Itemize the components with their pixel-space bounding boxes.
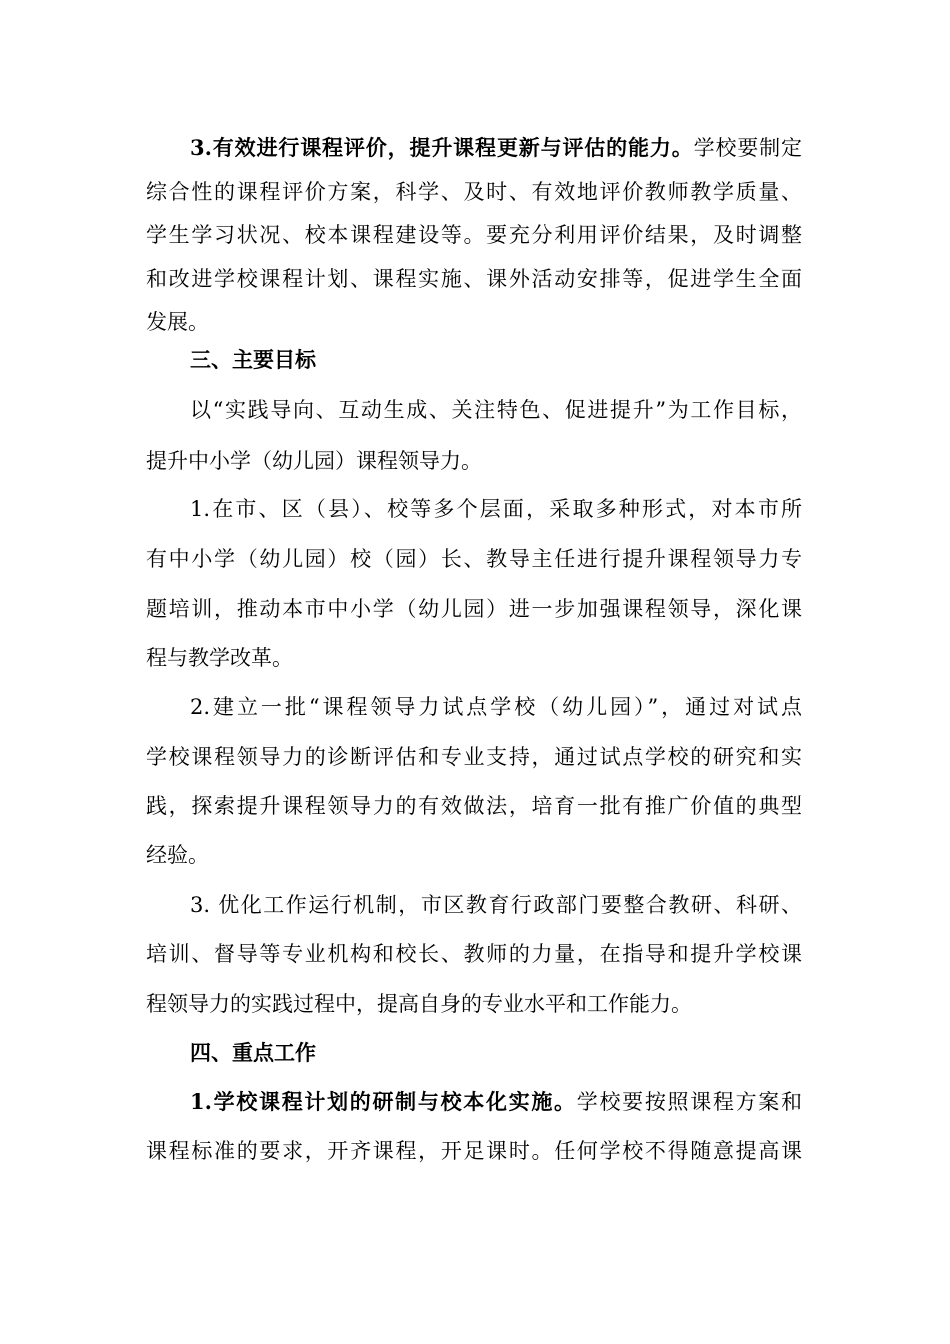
body-line: 经验。 xyxy=(146,843,209,867)
body-line: 践，探索提升课程领导力的有效做法，培育一批有推广价值的典型 xyxy=(146,794,802,818)
body-line: 程与教学改革。 xyxy=(146,646,293,670)
body-line: 发展。 xyxy=(146,310,209,334)
body-line: 程领导力的实践过程中，提高自身的专业水平和工作能力。 xyxy=(146,992,692,1016)
subsection-title: 1.学校课程计划的研制与校本化实施。 xyxy=(190,1089,577,1114)
body-line: 2.建立一批“课程领导力试点学校（幼儿园）”，通过对试点 xyxy=(190,695,802,719)
body-line: 有中小学（幼儿园）校（园）长、教导主任进行提升课程领导力专 xyxy=(146,547,802,571)
body-line: 1.在市、区（县）、校等多个层面，采取多种形式，对本市所 xyxy=(190,497,802,521)
body-line: 提升中小学（幼儿园）课程领导力。 xyxy=(146,449,482,473)
body-line: 和改进学校课程计划、课程实施、课外活动安排等，促进学生全面 xyxy=(146,267,802,291)
body-line: 题培训，推动本市中小学（幼儿园）进一步加强课程领导，深化课 xyxy=(146,597,802,621)
body-line: 学生学习状况、校本课程建设等。要充分利用评价结果，及时调整 xyxy=(146,223,802,247)
body-line: 培训、督导等专业机构和校长、教师的力量，在指导和提升学校课 xyxy=(146,942,802,966)
body-line: 3.有效进行课程评价，提升课程更新与评估的能力。学校要制定 xyxy=(190,135,803,160)
body-line: 综合性的课程评价方案，科学、及时、有效地评价教师教学质量、 xyxy=(146,180,802,204)
body-line: 以“实践导向、互动生成、关注特色、促进提升”为工作目标， xyxy=(190,398,802,422)
subsection-title: 3.有效进行课程评价，提升课程更新与评估的能力。 xyxy=(190,135,694,160)
body-line: 学校课程领导力的诊断评估和专业支持，通过试点学校的研究和实 xyxy=(146,745,802,769)
body-line: 课程标准的要求，开齐课程，开足课时。任何学校不得随意提高课 xyxy=(146,1139,802,1163)
section-heading: 四、重点工作 xyxy=(190,1040,316,1065)
body-line: 1.学校课程计划的研制与校本化实施。学校要按照课程方案和 xyxy=(190,1089,803,1114)
section-heading: 三、主要目标 xyxy=(190,347,316,372)
body-line: 3. 优化工作运行机制，市区教育行政部门要整合教研、科研、 xyxy=(190,893,802,917)
